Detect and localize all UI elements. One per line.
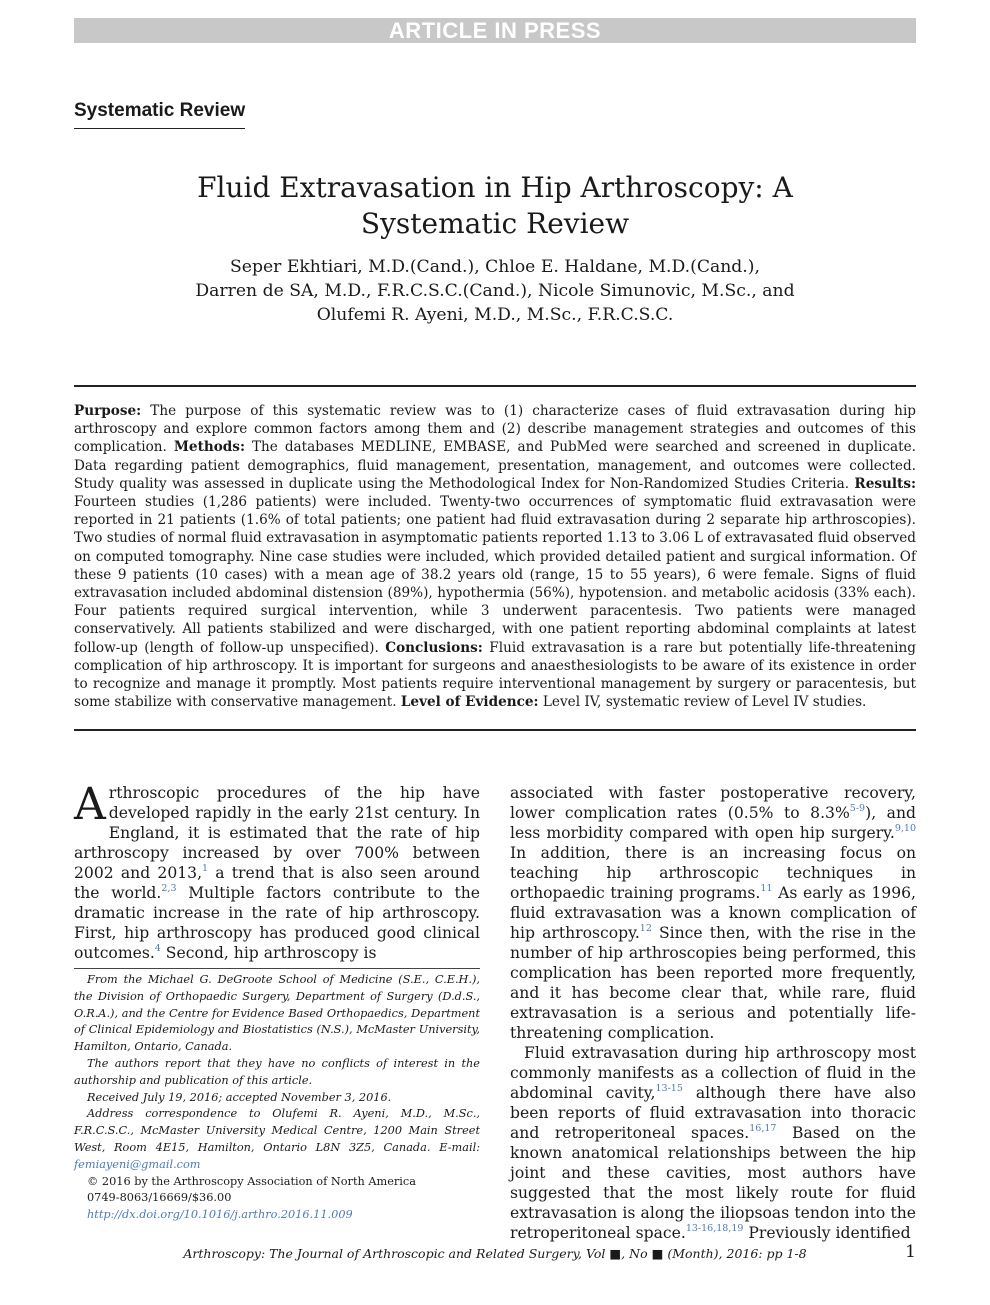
copyright-note: © 2016 by the Arthroscopy Association of North America (87, 1174, 416, 1188)
footnotes (74, 972, 480, 1224)
author-line: Seper Ekhtiari, M.D.(Cand.), Chloe E. Haldane, M.D.(Cand.), (230, 257, 760, 277)
body-text: associated with faster postoperative recovery, lower complication rates (0.5% to 8.3% (510, 784, 916, 822)
body-text: Based on the known anatomical relationships between the hip joint and these cavities, most authors have suggested that the most likely route for fluid extravasation is along the iliopsoas tendon into the retroperitoneal space. (510, 1124, 916, 1242)
journal-footer: Arthroscopy: The Journal of Arthroscopic and Related Surgery, Vol ■, No ■ (Month), 2016: pp 1-8 (183, 1246, 807, 1261)
address-note (74, 1106, 480, 1173)
results-label: Results: (854, 475, 916, 492)
issn-note: 0749-8063/16669/$36.00 (87, 1191, 232, 1205)
body-text: although there have also been reports of fluid extravasation into thoracic and retroperitoneal spaces. (510, 1084, 917, 1142)
received-note: Received July 19, 2016; accepted November 3, 2016. (87, 1090, 392, 1104)
affiliation-note: From the Michael G. DeGroote School of Medicine (S.E., C.E.H.), the Division of Orthopaedic Surgery, Department of Surgery (D.d.S., O.R.A.), and the Centre for Evidence Based Orthopaedics, Department of Clinical Epidemiology and Biostatistics (N.S.), McMaster University, Hamilton, Ontario, Canada. (74, 973, 480, 1054)
purpose-label: Purpose: (74, 403, 142, 419)
author-line: Olufemi R. Ayeni, M.D., M.Sc., F.R.C.S.C. (316, 305, 674, 325)
conclusions-text: Fluid extravasation is a rare but potentially life-threatening complication of hip arthroscopy. It is important for surgeons and anaesthesiologists to be aware of its existence in order to recognize and manage it promptly. Most patients require interventional management by surgery or paracentesis, but some stabilize with conservative management. (74, 639, 916, 711)
methods-label: Methods: (173, 439, 245, 456)
body-text: Multiple factors contribute to the dramatic increase in the rate of hip arthroscopy. First, hip arthroscopy has produced good clinical outcomes. (74, 884, 480, 962)
author-list (140, 255, 850, 327)
body-text: Since then, with the rise in the number of hip arthroscopies being performed, this complication has been reported more frequently, and it has become clear that, while rare, fluid extravasation is a serious and potentially life-threatening complication. (510, 924, 916, 1042)
methods-text: The databases MEDLINE, EMBASE, and PubMed were searched and screened in duplicate. Data regarding patient demographics, fluid management, presentation, management, and outcomes were collected. Study quality was assessed in duplicate using the Methodological Index for Non-Randomized Studies Criteria. (74, 439, 916, 492)
drop-cap: A (74, 779, 106, 830)
citation-link[interactable]: 5-9 (849, 803, 866, 814)
footnote-rule (74, 968, 480, 969)
level-label: Level of Evidence: (400, 694, 539, 711)
body-text: ), and less morbidity compared with open hip surgery. (510, 804, 916, 842)
article-title: Fluid Extravasation in Hip Arthroscopy: A Systematic Review (197, 171, 793, 240)
page-number: 1 (905, 1242, 916, 1262)
citation-link[interactable]: 2,3 (161, 883, 177, 894)
level-text: Level IV, systematic review of Level IV studies. (538, 694, 867, 711)
email-link[interactable]: femiayeni@gmail.com (74, 1157, 201, 1171)
section-label: Systematic Review (74, 100, 245, 129)
conflicts-note: The authors report that they have no conflicts of interest in the authorship and publication of this article. (74, 1056, 480, 1087)
article-in-press-banner: ARTICLE IN PRESS (74, 18, 916, 43)
body-text: Fluid extravasation during hip arthroscopy most commonly manifests as a collection of fluid in the abdominal cavity, (510, 1044, 916, 1102)
abstract (74, 402, 916, 711)
body-text: a trend that is also seen around the world. (74, 864, 480, 902)
citation-link[interactable]: 4 (154, 943, 161, 954)
body-left-column (74, 779, 480, 963)
doi-link[interactable]: http://dx.doi.org/10.1016/j.arthro.2016.11.009 (87, 1208, 353, 1222)
body-text: Previously identified (743, 1224, 911, 1242)
citation-link[interactable]: 9,10 (894, 823, 916, 834)
results-text: Fourteen studies (1,286 patients) were included. Twenty-two occurrences of symptomatic fluid extravasation were reported in 21 patients (1.6% of total patients; one patient had fluid extravasation during 2 separate hip arthroscopies). Two studies of normal fluid extravasation in asymptomatic patients reported 1.13 to 3.06 L of extravasated fluid observed on computed tomography. Nine case studies were included, which provided detailed patient and surgical information. Of these 9 patients (10 cases) with a mean age of 38.2 years old (range, 15 to 55 years), 6 were female. Signs of fluid extravasation included abdominal distension (89%), hypothermia (56%), hypotension. and metabolic acidosis (33% each). Four patients required surgical intervention, while 3 underwent paracentesis. Two patients were managed conservatively. All patients stabilized and were discharged, with one patient reporting abdominal complaints at latest follow-up (length of follow-up unspecified). (74, 494, 916, 656)
body-text: Second, hip arthroscopy is (160, 944, 377, 962)
abstract-top-rule (74, 385, 916, 387)
citation-link[interactable]: 11 (760, 883, 773, 894)
citation-link[interactable]: 1 (202, 863, 209, 874)
citation-link[interactable]: 13-16,18,19 (685, 1223, 744, 1234)
address-text: Address correspondence to Olufemi R. Ayeni, M.D., M.Sc., F.R.C.S.C., McMaster University Medical Centre, 1200 Main Street West, Room 4E15, Hamilton, Ontario L8N 3Z5, Canada. E-mail: (74, 1107, 480, 1154)
purpose-text: The purpose of this systematic review was to (1) characterize cases of fluid extravasation during hip arthroscopy and explore common factors among them and (2) describe management strategies and outcomes of this complication. (74, 403, 916, 456)
body-text: rthroscopic procedures of the hip have developed rapidly in the early 21st century. In England, it is estimated that the rate of hip arthroscopy increased by over 700% between 2002 and 2013, (74, 784, 480, 882)
body-right-column (510, 783, 916, 1243)
abstract-bottom-rule (74, 729, 916, 731)
citation-link[interactable]: 13-15 (655, 1083, 683, 1094)
citation-link[interactable]: 16,17 (749, 1123, 777, 1134)
body-text: In addition, there is an increasing focus on teaching hip arthroscopic techniques in orthopaedic training programs. (510, 844, 916, 902)
author-line: Darren de SA, M.D., F.R.C.S.C.(Cand.), Nicole Simunovic, M.Sc., and (195, 281, 795, 301)
citation-link[interactable]: 12 (639, 923, 652, 934)
body-text: As early as 1996, fluid extravasation was a known complication of hip arthroscopy. (510, 884, 917, 942)
conclusions-label: Conclusions: (385, 639, 483, 656)
